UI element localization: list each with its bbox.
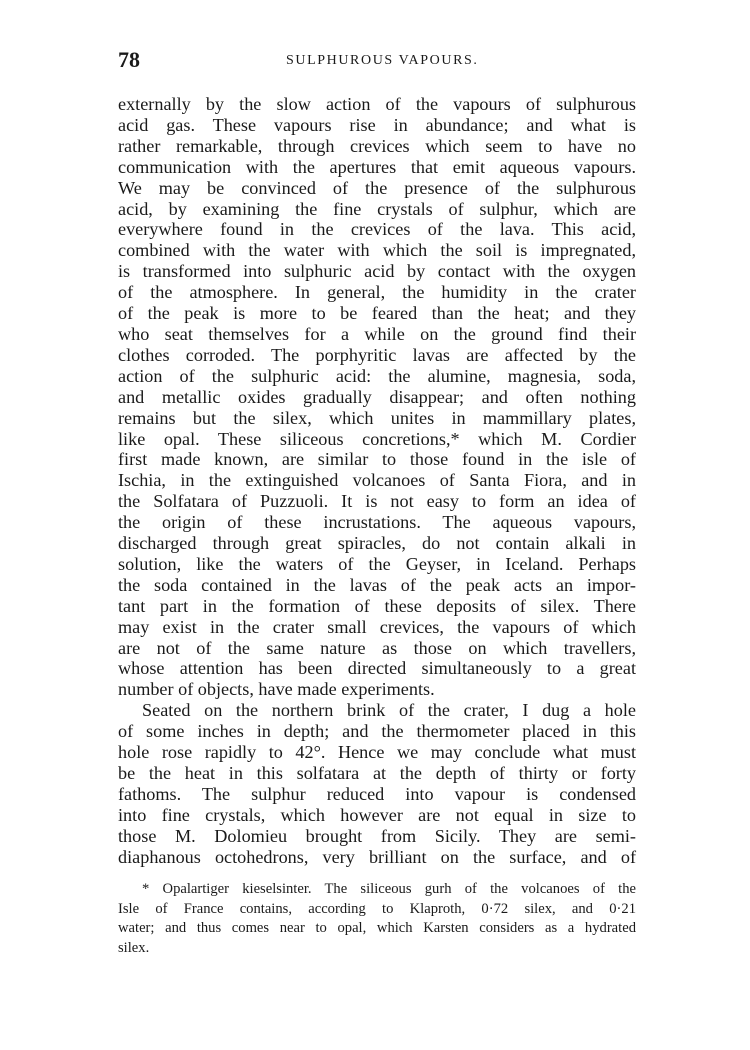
footnote-line: Isle of France contains, according to Klaproth, 0·72 silex, and 0·21 <box>118 900 636 917</box>
text-line: whose attention has been directed simultaneously to a great <box>118 658 636 679</box>
text-line: rather remarkable, through crevices which seem to have no <box>118 135 636 156</box>
text-line: tant part in the formation of these deposits of silex. There <box>118 595 636 616</box>
text-line: discharged through great spiracles, do not contain alkali in <box>118 533 636 554</box>
text-line: and metallic oxides gradually disappear; and often nothing <box>118 386 636 407</box>
text-line: Ischia, in the extinguished volcanoes of Santa Fiora, and in <box>118 470 636 491</box>
text-line: the origin of these incrustations. The aqueous vapours, <box>118 512 636 533</box>
text-line: of the peak is more to be feared than the heat; and they <box>118 303 636 324</box>
text-line: first made known, are similar to those found in the isle of <box>118 449 636 470</box>
footnote-line: water; and thus comes near to opal, which Karsten considers as a hydrated <box>118 920 636 936</box>
main-text <box>118 94 636 868</box>
text-line: are not of the same nature as those on which travellers, <box>118 637 636 658</box>
text-line: is transformed into sulphuric acid by contact with the oxygen <box>118 261 636 282</box>
footnote-line: silex. <box>118 939 150 956</box>
text-line: combined with the water with which the soil is impregnated, <box>118 240 636 261</box>
running-head <box>118 46 636 76</box>
text-line: everywhere found in the crevices of the lava. This acid, <box>118 219 636 240</box>
text-line: the soda contained in the lavas of the peak acts an impor- <box>118 574 636 595</box>
text-line: those M. Dolomieu brought from Sicily. They are semi- <box>118 825 636 846</box>
text-line: hole rose rapidly to 42°. Hence we may conclude what must <box>118 742 636 763</box>
text-line: of some inches in depth; and the thermometer placed in this <box>118 721 636 742</box>
text-line: We may be convinced of the presence of the sulphurous <box>118 177 636 198</box>
page-number: 78 <box>118 47 140 72</box>
text-line: like opal. These siliceous concretions,* which M. Cordier <box>118 428 636 449</box>
text-line: clothes corroded. The porphyritic lavas are affected by the <box>118 344 636 365</box>
footnote-line: * Opalartiger kieselsinter. The siliceous gurh of the volcanoes of the <box>142 881 636 897</box>
text-line: the Solfatara of Puzzuoli. It is not easy to form an idea of <box>118 491 636 512</box>
text-line: action of the sulphuric acid: the alumine, magnesia, soda, <box>118 365 636 386</box>
text-line: acid gas. These vapours rise in abundance; and what is <box>118 114 636 135</box>
text-line: fathoms. The sulphur reduced into vapour is condensed <box>118 783 636 804</box>
footnote <box>118 880 636 958</box>
paragraph-start-line: Seated on the northern brink of the crater, I dug a hole <box>142 700 636 721</box>
text-line: be the heat in this solfatara at the depth of thirty or forty <box>118 763 636 783</box>
text-line: remains but the silex, which unites in mammillary plates, <box>118 407 636 428</box>
text-line: of the atmosphere. In general, the humidity in the crater <box>118 282 636 303</box>
running-title: SULPHUROUS VAPOURS. <box>286 53 479 68</box>
text-line: communication with the apertures that emit aqueous vapours. <box>118 156 636 177</box>
text-line: solution, like the waters of the Geyser, in Iceland. Perhaps <box>118 553 636 574</box>
text-line: into fine crystals, which however are not equal in size to <box>118 804 636 825</box>
text-line: may exist in the crater small crevices, the vapours of which <box>118 616 636 637</box>
text-line: acid, by examining the fine crystals of sulphur, which are <box>118 198 636 219</box>
text-line: diaphanous octohedrons, very brilliant on the surface, and of <box>118 846 636 867</box>
text-line: externally by the slow action of the vapours of sulphurous <box>118 94 636 114</box>
text-line: who seat themselves for a while on the ground find their <box>118 323 636 344</box>
paragraph-end-line: number of objects, have made experiments. <box>118 679 435 700</box>
